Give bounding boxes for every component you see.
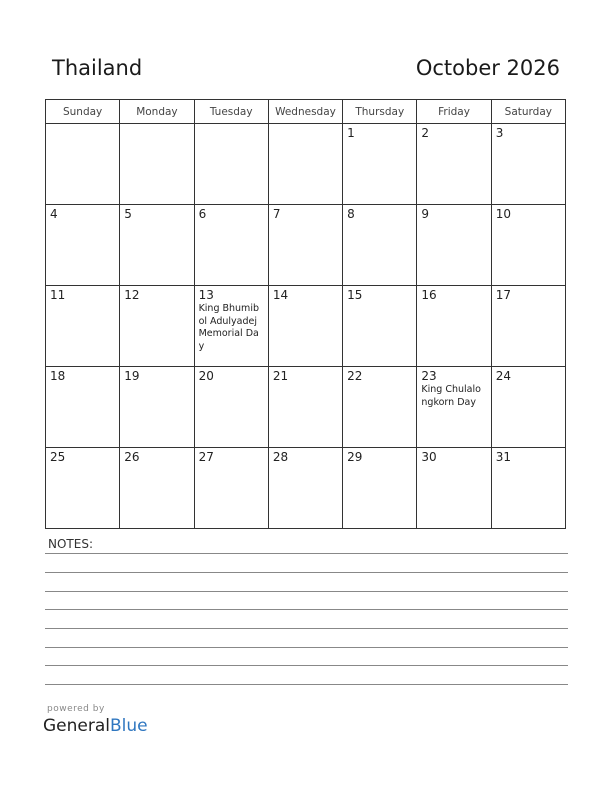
holiday-label: King Chulalongkorn Day bbox=[421, 384, 481, 408]
day-cell bbox=[417, 286, 491, 367]
brand-blue: Blue bbox=[110, 716, 148, 736]
day-cell bbox=[120, 124, 194, 205]
weekday-saturday: Saturday bbox=[491, 100, 565, 124]
day-cell bbox=[417, 448, 491, 529]
brand-logo[interactable] bbox=[43, 716, 148, 736]
day-cell bbox=[491, 448, 565, 529]
day-number: 30 bbox=[421, 450, 437, 464]
brand-general: General bbox=[43, 716, 110, 736]
day-cell bbox=[491, 367, 565, 448]
day-cell bbox=[120, 448, 194, 529]
day-number: 20 bbox=[198, 369, 214, 383]
day-number: 9 bbox=[421, 207, 430, 221]
day-cell bbox=[491, 205, 565, 286]
day-number: 18 bbox=[50, 369, 66, 383]
week-row bbox=[46, 124, 566, 205]
day-number: 10 bbox=[495, 207, 511, 221]
day-number: 31 bbox=[495, 450, 511, 464]
week-row bbox=[46, 367, 566, 448]
weekday-tuesday: Tuesday bbox=[194, 100, 268, 124]
day-cell bbox=[46, 367, 120, 448]
day-cell bbox=[194, 367, 268, 448]
day-cell bbox=[46, 205, 120, 286]
day-number: 16 bbox=[421, 288, 437, 302]
day-number: 14 bbox=[272, 288, 289, 302]
day-cell bbox=[417, 124, 491, 205]
day-cell bbox=[194, 286, 268, 367]
day-number: 27 bbox=[198, 450, 214, 464]
day-cell bbox=[343, 448, 417, 529]
day-cell bbox=[268, 367, 342, 448]
day-number: 26 bbox=[124, 450, 140, 464]
day-number: 6 bbox=[198, 207, 207, 221]
day-number: 11 bbox=[50, 288, 66, 302]
day-number: 24 bbox=[495, 369, 511, 383]
day-number: 22 bbox=[347, 369, 363, 383]
day-cell bbox=[120, 367, 194, 448]
day-cell bbox=[491, 124, 565, 205]
weekday-monday: Monday bbox=[120, 100, 194, 124]
day-cell bbox=[491, 286, 565, 367]
note-line bbox=[45, 684, 568, 685]
note-line bbox=[45, 591, 568, 592]
day-cell bbox=[46, 124, 120, 205]
day-number: 28 bbox=[272, 450, 289, 464]
weekday-header-row bbox=[46, 100, 566, 124]
day-cell bbox=[120, 205, 194, 286]
day-cell bbox=[46, 448, 120, 529]
day-number: 13 bbox=[198, 288, 214, 302]
country-title: Thailand bbox=[52, 56, 143, 80]
note-line bbox=[45, 665, 568, 666]
day-number: 5 bbox=[124, 207, 132, 221]
day-cell bbox=[343, 205, 417, 286]
month-year-title: October 2026 bbox=[415, 56, 560, 80]
day-number: 15 bbox=[347, 288, 363, 302]
holiday-label: King Bhumibol Adulyadej Memorial Day bbox=[198, 303, 259, 352]
day-cell bbox=[120, 286, 194, 367]
week-row bbox=[46, 286, 566, 367]
weekday-sunday: Sunday bbox=[46, 100, 120, 124]
day-number: 4 bbox=[50, 207, 58, 221]
day-cell bbox=[417, 205, 491, 286]
weekday-wednesday: Wednesday bbox=[268, 100, 342, 124]
day-number: 12 bbox=[124, 288, 140, 302]
note-line bbox=[45, 647, 568, 648]
weekday-thursday: Thursday bbox=[343, 100, 417, 124]
day-cell bbox=[343, 286, 417, 367]
day-cell bbox=[417, 367, 491, 448]
day-cell bbox=[343, 124, 417, 205]
day-number: 1 bbox=[347, 126, 355, 140]
day-cell bbox=[46, 286, 120, 367]
day-cell bbox=[343, 367, 417, 448]
day-cell bbox=[268, 448, 342, 529]
note-line bbox=[45, 553, 568, 554]
day-cell bbox=[194, 124, 268, 205]
note-line bbox=[45, 628, 568, 629]
powered-by-text: powered by bbox=[47, 704, 105, 714]
day-number: 19 bbox=[124, 369, 140, 383]
weekday-friday: Friday bbox=[417, 100, 491, 124]
day-number: 25 bbox=[50, 450, 66, 464]
day-cell bbox=[194, 205, 268, 286]
day-number: 3 bbox=[495, 126, 504, 140]
note-line bbox=[45, 572, 568, 573]
week-row bbox=[46, 205, 566, 286]
notes-label: NOTES: bbox=[48, 537, 93, 551]
week-row bbox=[46, 448, 566, 529]
day-number: 8 bbox=[347, 207, 355, 221]
day-number: 23 bbox=[421, 369, 437, 383]
day-cell bbox=[194, 448, 268, 529]
day-cell bbox=[268, 124, 342, 205]
day-cell bbox=[268, 205, 342, 286]
calendar-grid bbox=[45, 99, 566, 529]
day-number: 2 bbox=[421, 126, 430, 140]
day-number: 7 bbox=[272, 207, 281, 221]
note-line bbox=[45, 609, 568, 610]
day-number: 21 bbox=[272, 369, 289, 383]
day-cell bbox=[268, 286, 342, 367]
day-number: 17 bbox=[495, 288, 511, 302]
day-number: 29 bbox=[347, 450, 363, 464]
